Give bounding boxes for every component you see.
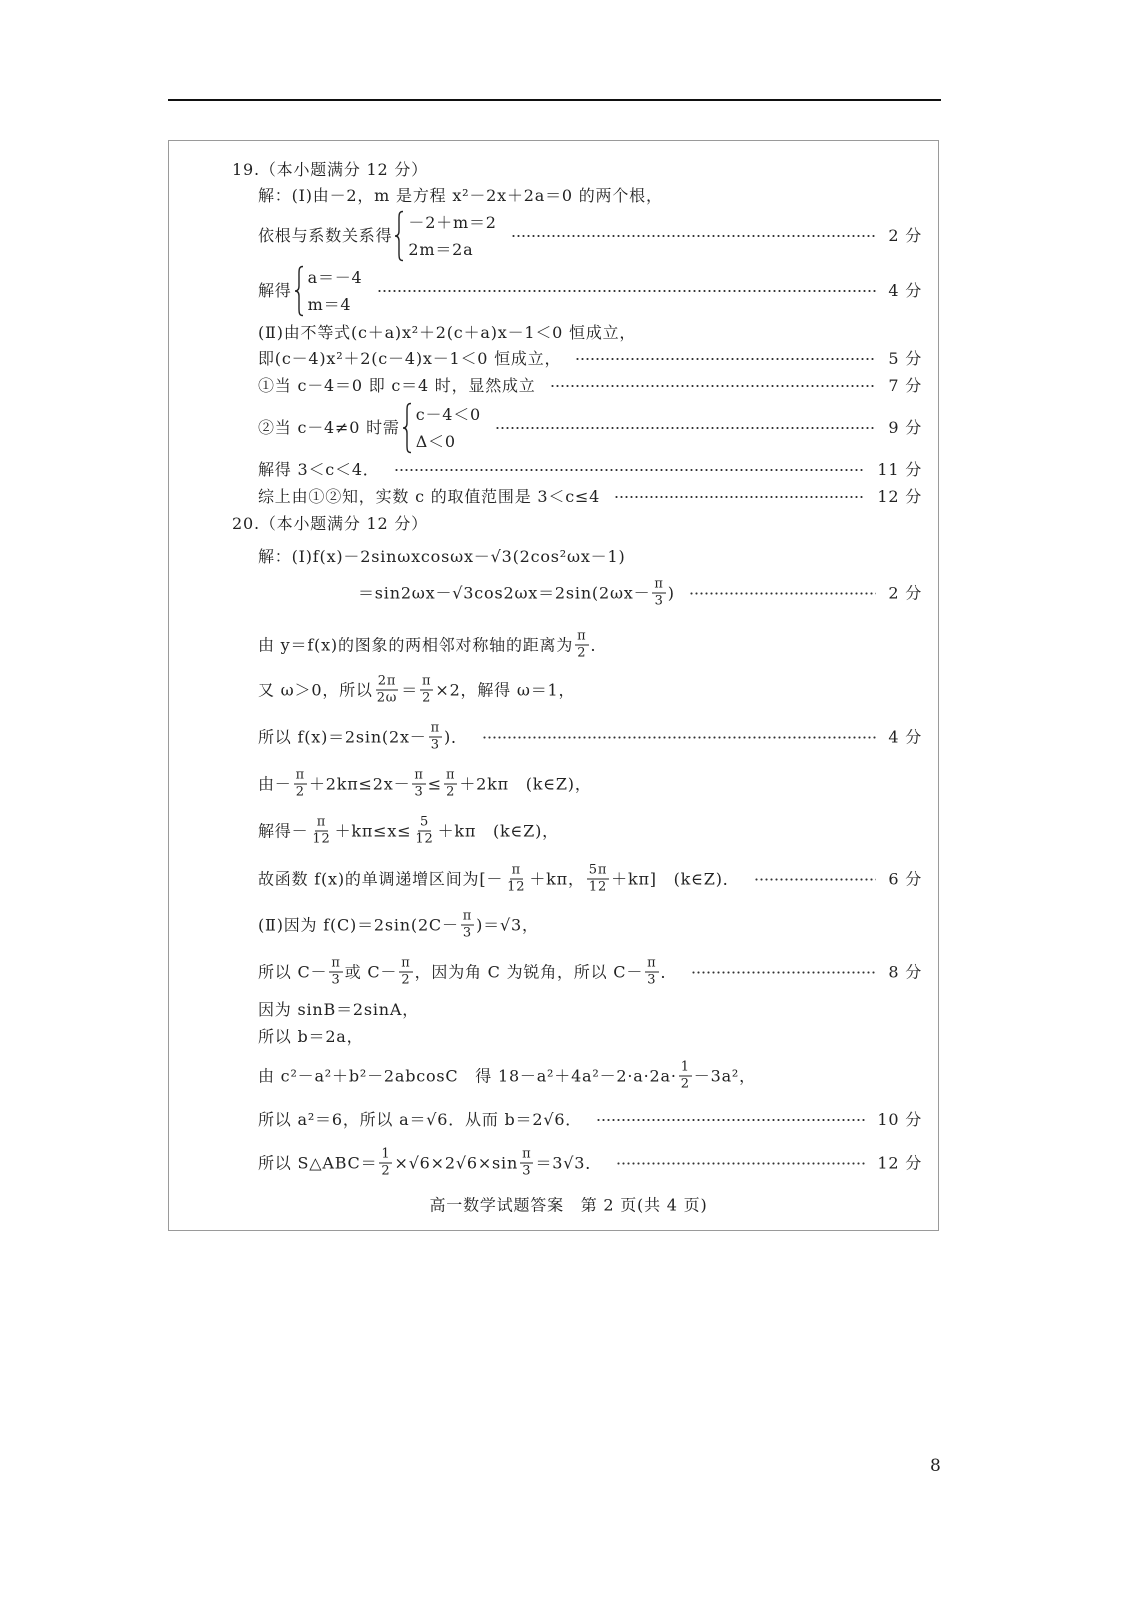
- q20-monotonic-inequality: [258, 769, 592, 800]
- q20-part2-fC: [258, 910, 539, 941]
- system-rows: [308, 264, 363, 318]
- dotted-leader: [614, 495, 865, 499]
- text-run: 故函数 f(x)的单调递增区间为[－: [258, 869, 504, 888]
- fraction: [412, 769, 425, 800]
- text-run: ，因为角 C 为锐角，所以 C－: [414, 962, 644, 981]
- fraction-denominator: 2: [577, 645, 587, 661]
- dotted-leader: [495, 426, 876, 430]
- fraction-denominator: 12: [312, 831, 331, 847]
- system-row: a＝－4: [307, 268, 363, 287]
- fraction-numerator: π: [654, 576, 664, 592]
- score-label: 12 分: [877, 487, 922, 506]
- text-run: ≤: [427, 774, 442, 793]
- equation-system: [394, 209, 496, 263]
- fraction-numerator: 5π: [588, 862, 608, 878]
- score-label: 6 分: [888, 869, 922, 888]
- fraction: [379, 1148, 392, 1179]
- fraction-numerator: π: [462, 908, 473, 924]
- text-run: 所以 b＝2a，: [258, 1027, 364, 1046]
- q19-vieta-system: [258, 209, 922, 263]
- line-content: [258, 1148, 602, 1179]
- dotted-leader: [596, 1118, 865, 1122]
- line-content: [258, 1110, 582, 1130]
- text-run: ＝sin2ωx－√3cos2ωx＝2sin(2ωx－: [358, 583, 651, 602]
- q20-sine-relation: [258, 1000, 419, 1020]
- q20-area: [258, 1148, 922, 1179]
- text-run: 所以 f(x)＝2sin(2x－: [258, 727, 427, 746]
- score-label: 2 分: [888, 226, 922, 245]
- line-content: [258, 722, 468, 753]
- dotted-leader: [754, 877, 877, 881]
- text-run: 或 C－: [344, 962, 398, 981]
- text-run: 20.（本小题满分 12 分）: [232, 514, 428, 533]
- score-label: 8 分: [888, 962, 922, 981]
- text-run: )．: [443, 727, 468, 746]
- fraction: [375, 675, 399, 706]
- q19-part1-intro: [258, 186, 663, 206]
- fraction-denominator: 2: [381, 1163, 391, 1179]
- text-run: 由 c²－a²＋b²－2abcosC 得 18－a²＋4a²－2·a·2a·: [258, 1066, 677, 1085]
- text-run: ＋kπ≤x≤: [334, 821, 412, 840]
- fraction: [444, 769, 457, 800]
- text-run: 由－: [258, 774, 292, 793]
- score-label: 10 分: [877, 1110, 922, 1129]
- fraction: [413, 816, 435, 847]
- fraction-numerator: 1: [381, 1146, 391, 1162]
- text-run: ×√6×2√6×sin: [394, 1153, 519, 1172]
- fraction-numerator: π: [401, 955, 411, 971]
- text-run: ＋kπ] (k∈Z)．: [611, 869, 740, 888]
- text-run: ): [667, 583, 675, 602]
- system-rows: [408, 209, 496, 263]
- score-label: 4 分: [888, 727, 922, 746]
- line-content: [258, 864, 740, 895]
- system-row: m＝4: [307, 295, 352, 314]
- fraction: [420, 675, 433, 706]
- dotted-leader: [575, 357, 876, 361]
- text-run: ＋kπ (k∈Z)，: [437, 821, 559, 840]
- q19-part2-intro: [258, 323, 636, 343]
- text-run: (Ⅱ)由不等式(c＋a)x²＋2(c＋a)x－1＜0 恒成立，: [258, 323, 637, 342]
- q19-conclusion: [258, 487, 922, 507]
- system-row: Δ＜0: [415, 432, 456, 451]
- line-content: [358, 578, 675, 609]
- header-rule: [168, 99, 941, 101]
- dotted-leader: [550, 384, 877, 388]
- text-run: 综上由①②知，实数 c 的取值范围是 3＜c≤4: [258, 487, 601, 506]
- line-content: [258, 1027, 363, 1047]
- text-run: 由 y＝f(x)的图象的两相邻对称轴的距离为: [258, 635, 574, 654]
- q20-increasing-interval: [258, 864, 922, 895]
- q20-omega: [258, 675, 575, 706]
- text-run: 所以 C－: [258, 962, 328, 981]
- line-content: [258, 487, 600, 507]
- fraction-denominator: 3: [331, 972, 341, 988]
- line-content: [258, 264, 363, 318]
- q20-fx-simplified: [358, 578, 922, 609]
- text-run: 依根与系数关系得: [258, 226, 393, 245]
- q19-case2-result: [258, 460, 922, 480]
- q19-solution-system: [258, 264, 922, 318]
- fraction: [329, 957, 342, 988]
- fraction: [645, 957, 658, 988]
- line-content: [258, 376, 536, 396]
- left-brace-icon: [394, 210, 405, 262]
- line-content: [258, 349, 561, 369]
- fraction: [652, 578, 665, 609]
- fraction-numerator: π: [445, 767, 456, 783]
- fraction: [679, 1061, 692, 1092]
- score-label: 11 分: [877, 460, 922, 479]
- fraction-denominator: 2: [401, 972, 411, 988]
- text-run: 解得－: [258, 821, 309, 840]
- fraction-denominator: 12: [415, 831, 434, 847]
- score-label: 5 分: [888, 349, 922, 368]
- fraction: [505, 864, 527, 895]
- page-footer: 高一数学试题答案 第 2 页(共 4 页): [429, 1195, 708, 1215]
- fraction: [461, 910, 474, 941]
- fraction-numerator: π: [331, 955, 341, 971]
- line-content: [232, 160, 428, 180]
- text-run: ＋2kπ≤2x－: [308, 774, 411, 793]
- text-run: 又 ω＞0，所以: [258, 680, 373, 699]
- left-brace-icon: [294, 265, 305, 317]
- text-run: 解得 3＜c＜4．: [258, 460, 380, 479]
- q20-cosine-law: [258, 1061, 756, 1092]
- text-run: 解：(Ⅰ)由－2，m 是方程 x²－2x＋2a＝0 的两个根，: [258, 186, 663, 205]
- fraction-numerator: 1: [680, 1059, 690, 1075]
- fraction-numerator: π: [511, 862, 521, 878]
- dotted-leader: [482, 735, 877, 739]
- dotted-leader: [691, 970, 876, 974]
- line-content: [258, 186, 663, 206]
- q20-symmetry-axis: [258, 630, 607, 661]
- text-run: 19.（本小题满分 12 分）: [232, 160, 428, 179]
- fraction: [399, 957, 412, 988]
- fraction-denominator: 12: [507, 879, 526, 895]
- score-label: 12 分: [877, 1153, 922, 1172]
- equation-system: [294, 264, 363, 318]
- fraction-denominator: 2: [680, 1076, 690, 1092]
- fraction: [294, 769, 307, 800]
- fraction: [310, 816, 332, 847]
- line-content: [258, 1000, 419, 1020]
- text-run: 所以 S△ABC＝: [258, 1153, 378, 1172]
- score-label: 7 分: [888, 376, 922, 395]
- fraction-numerator: π: [647, 955, 657, 971]
- q20-part1-fx: [258, 547, 626, 567]
- score-label: 2 分: [888, 583, 922, 602]
- q20-monotonic-solution: [258, 816, 559, 847]
- fraction-numerator: π: [522, 1146, 532, 1162]
- text-run: )＝√3，: [476, 915, 539, 934]
- text-run: 解：(Ⅰ)f(x)－2sinωxcosωx－√3(2cos²ωx－1): [258, 547, 626, 566]
- line-content: [258, 957, 677, 988]
- fraction-denominator: 3: [414, 784, 424, 800]
- fraction-denominator: 2: [446, 784, 456, 800]
- q20-a-b-values: [258, 1110, 922, 1130]
- fraction: [429, 722, 442, 753]
- equation-system: [402, 401, 481, 455]
- q20-b-relation: [258, 1027, 363, 1047]
- dotted-leader: [689, 591, 877, 595]
- fraction-numerator: π: [577, 628, 587, 644]
- system-rows: [416, 401, 481, 455]
- text-run: ．: [590, 635, 608, 654]
- q20-heading: [232, 514, 428, 534]
- line-content: [258, 460, 380, 480]
- system-row: 2m＝2a: [408, 240, 474, 259]
- fraction-numerator: π: [316, 814, 327, 830]
- line-content: [258, 769, 592, 800]
- fraction-numerator: π: [422, 673, 432, 689]
- line-content: [258, 323, 636, 343]
- score-label: 4 分: [888, 281, 922, 300]
- fraction-denominator: 12: [588, 879, 608, 895]
- dotted-leader: [377, 289, 877, 293]
- dotted-leader: [616, 1161, 865, 1165]
- dotted-leader: [511, 234, 877, 238]
- line-content: [258, 209, 497, 263]
- fraction-denominator: 3: [462, 925, 472, 941]
- line-content: [258, 910, 539, 941]
- text-run: 因为 sinB＝2sinA，: [258, 1000, 420, 1019]
- text-run: ×2，解得 ω＝1，: [435, 680, 576, 699]
- fraction-denominator: 3: [430, 737, 440, 753]
- fraction-denominator: 3: [522, 1163, 532, 1179]
- score-label: 9 分: [888, 418, 922, 437]
- text-run: ＋2kπ (k∈Z)，: [459, 774, 592, 793]
- line-content: [258, 630, 607, 661]
- line-content: [258, 1061, 756, 1092]
- fraction-denominator: 3: [654, 593, 664, 609]
- q19-case2: [258, 401, 922, 455]
- text-run: ＋kπ，: [529, 869, 585, 888]
- page-number: 8: [930, 1456, 941, 1476]
- q20-angle-C: [258, 957, 922, 988]
- fraction: [587, 864, 609, 895]
- fraction-numerator: π: [295, 767, 305, 783]
- line-content: [232, 514, 428, 534]
- text-run: ①当 c－4＝0 即 c＝4 时，显然成立: [258, 376, 536, 395]
- line-content: [258, 401, 481, 455]
- system-row: －2＋m＝2: [408, 213, 497, 232]
- fraction-numerator: π: [414, 767, 424, 783]
- fraction-numerator: 5: [419, 814, 430, 830]
- text-run: －3a²，: [693, 1066, 756, 1085]
- q20-fx-result: [258, 722, 922, 753]
- system-row: c－4＜0: [415, 405, 482, 424]
- text-run: ＝: [401, 680, 419, 699]
- line-content: [258, 547, 626, 567]
- dotted-leader: [394, 468, 866, 472]
- text-run: ．: [660, 962, 678, 981]
- text-run: ②当 c－4≠0 时需: [258, 418, 400, 437]
- line-content: [258, 675, 575, 706]
- q19-case1: [258, 376, 922, 396]
- fraction-denominator: 2ω: [376, 690, 398, 706]
- text-run: 所以 a²＝6，所以 a＝√6．从而 b＝2√6．: [258, 1110, 583, 1129]
- fraction-numerator: 2π: [377, 673, 397, 689]
- text-run: ＝3√3．: [535, 1153, 602, 1172]
- fraction-denominator: 3: [647, 972, 657, 988]
- left-brace-icon: [402, 402, 413, 454]
- fraction-denominator: 2: [422, 690, 432, 706]
- fraction-denominator: 2: [295, 784, 305, 800]
- line-content: [258, 816, 559, 847]
- fraction-numerator: π: [430, 720, 440, 736]
- text-run: 解得: [258, 281, 292, 300]
- text-run: 即(c－4)x²＋2(c－4)x－1＜0 恒成立，: [258, 349, 562, 368]
- q19-heading: [232, 160, 428, 180]
- fraction: [520, 1148, 533, 1179]
- fraction: [575, 630, 588, 661]
- text-run: (Ⅱ)因为 f(C)＝2sin(2C－: [258, 915, 459, 934]
- q19-inequality-rewrite: [258, 349, 922, 369]
